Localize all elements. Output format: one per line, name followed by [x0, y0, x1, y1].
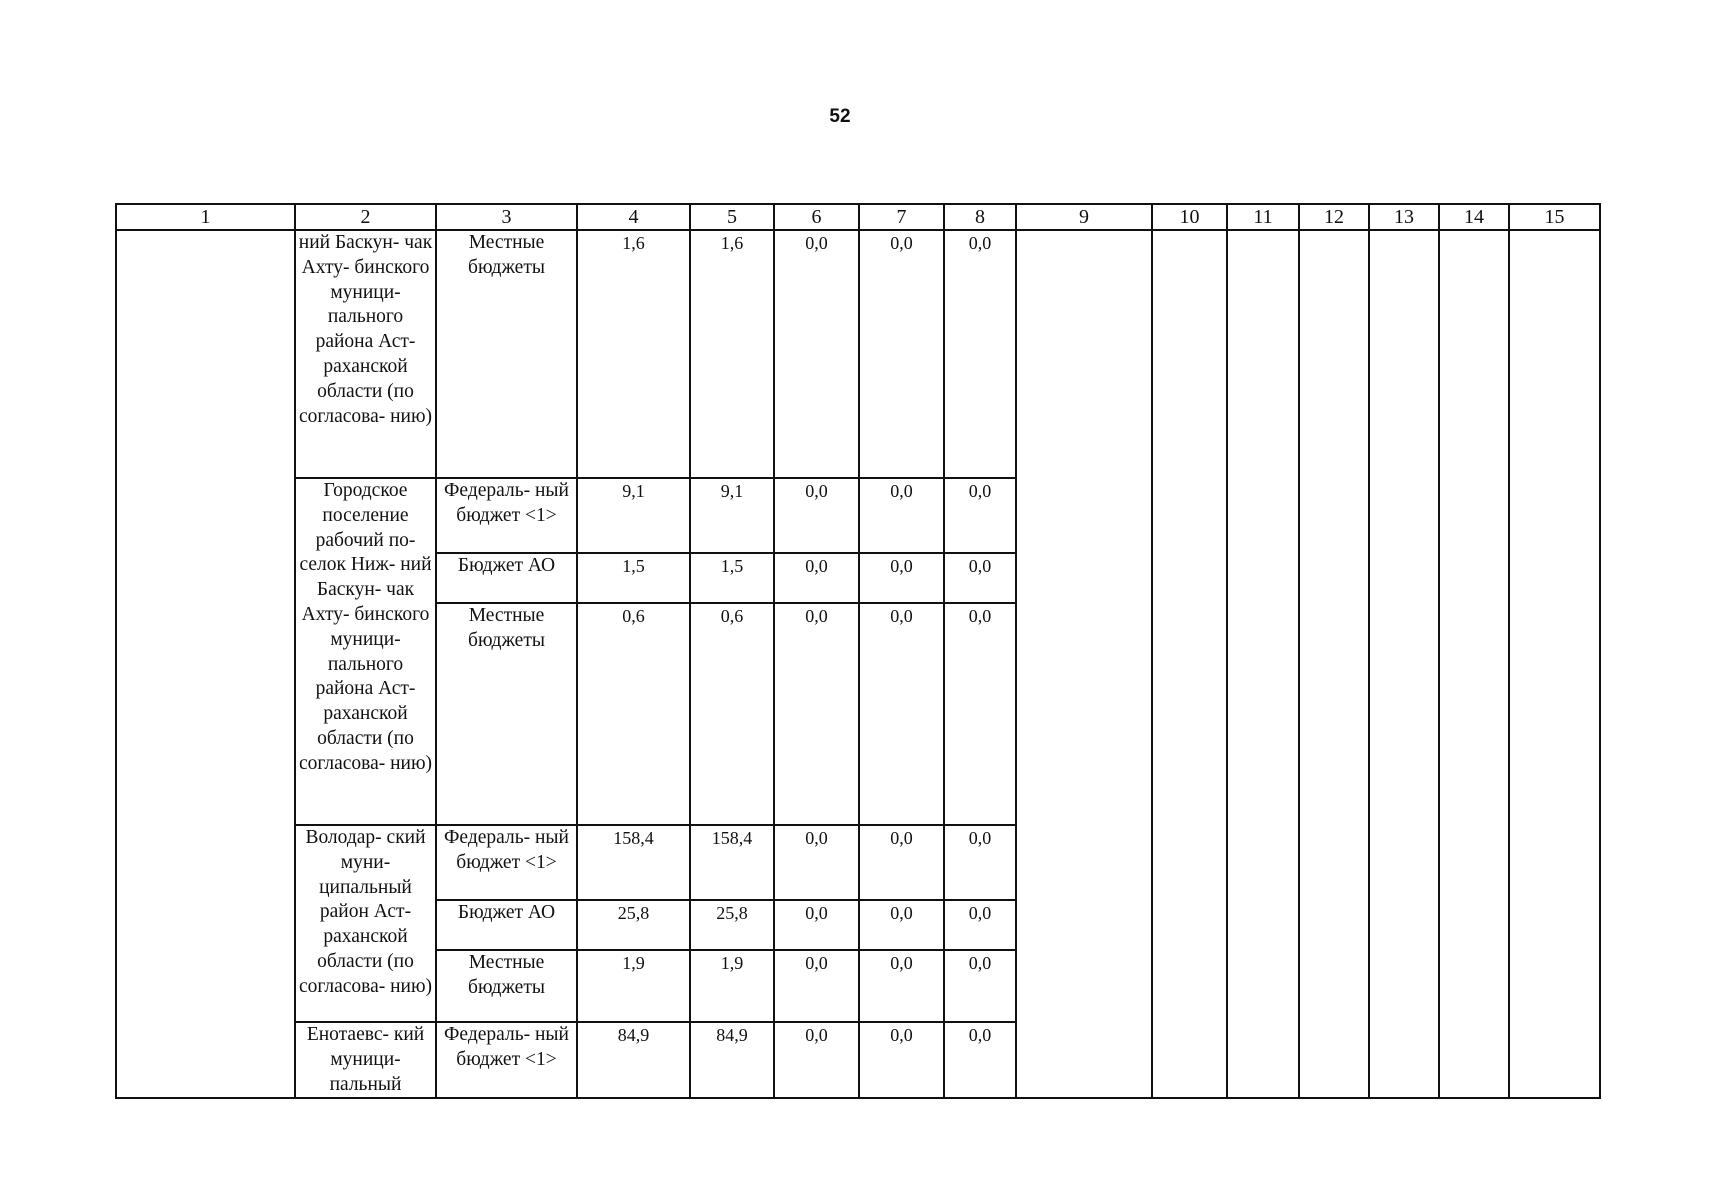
- value-cell: 0,0: [944, 950, 1016, 1022]
- header-cell: 14: [1439, 204, 1509, 230]
- header-cell: 1: [116, 204, 295, 230]
- header-cell: 9: [1016, 204, 1152, 230]
- value-cell: 0,0: [774, 230, 859, 478]
- header-cell: 12: [1299, 204, 1369, 230]
- budget-source: Местные бюджеты: [436, 603, 577, 825]
- value-cell: 0,0: [774, 950, 859, 1022]
- value-cell: 25,8: [577, 900, 690, 950]
- value-cell: 0,0: [774, 478, 859, 553]
- value-cell: 0,0: [859, 230, 944, 478]
- budget-source: Федераль- ный бюджет <1>: [436, 478, 577, 553]
- value-cell: 0,6: [690, 603, 774, 825]
- header-cell: 11: [1227, 204, 1299, 230]
- budget-source: Федераль- ный бюджет <1>: [436, 825, 577, 900]
- empty-column-14-cell: [1439, 230, 1509, 1098]
- value-cell: 84,9: [577, 1022, 690, 1098]
- value-cell: 0,0: [859, 900, 944, 950]
- empty-column-13-cell: [1369, 230, 1439, 1098]
- header-cell: 7: [859, 204, 944, 230]
- value-cell: 0,0: [774, 603, 859, 825]
- budget-source: Бюджет АО: [436, 900, 577, 950]
- value-cell: 84,9: [690, 1022, 774, 1098]
- value-cell: 0,0: [944, 553, 1016, 603]
- page-number: 52: [829, 106, 851, 127]
- empty-column-10-cell: [1152, 230, 1227, 1098]
- budget-source: Местные бюджеты: [436, 950, 577, 1022]
- header-cell: 2: [295, 204, 436, 230]
- value-cell: 0,0: [944, 230, 1016, 478]
- value-cell: 158,4: [577, 825, 690, 900]
- municipality-name: Городское поселение рабочий по- селок Ниж- ний Баскун- чак Ахту- бинского муници- пального района Аст- раханской области (по согласова- нию): [295, 478, 436, 825]
- value-cell: 25,8: [690, 900, 774, 950]
- value-cell: 0,0: [774, 825, 859, 900]
- municipality-name: Енотаевс- кий муници- пальный: [295, 1022, 436, 1098]
- budget-source: Бюджет АО: [436, 553, 577, 603]
- value-cell: 1,6: [690, 230, 774, 478]
- empty-column-12-cell: [1299, 230, 1369, 1098]
- empty-column-11-cell: [1227, 230, 1299, 1098]
- budget-source: Федераль- ный бюджет <1>: [436, 1022, 577, 1098]
- header-cell: 13: [1369, 204, 1439, 230]
- header-cell: 10: [1152, 204, 1227, 230]
- budget-source: Местные бюджеты: [436, 230, 577, 478]
- value-cell: 9,1: [577, 478, 690, 553]
- value-cell: 158,4: [690, 825, 774, 900]
- header-cell: 5: [690, 204, 774, 230]
- value-cell: 0,0: [944, 1022, 1016, 1098]
- value-cell: 0,0: [859, 478, 944, 553]
- header-cell: 3: [436, 204, 577, 230]
- value-cell: 0,0: [944, 825, 1016, 900]
- budget-table: [115, 203, 1601, 1099]
- value-cell: 1,5: [690, 553, 774, 603]
- header-cell: 8: [944, 204, 1016, 230]
- header-row: [116, 204, 1600, 230]
- table-row: [116, 230, 1600, 478]
- header-cell: 4: [577, 204, 690, 230]
- value-cell: 0,0: [774, 1022, 859, 1098]
- value-cell: 0,0: [859, 825, 944, 900]
- value-cell: 0,6: [577, 603, 690, 825]
- header-cell: 6: [774, 204, 859, 230]
- value-cell: 0,0: [944, 900, 1016, 950]
- header-cell: 15: [1509, 204, 1600, 230]
- value-cell: 1,9: [577, 950, 690, 1022]
- value-cell: 0,0: [859, 553, 944, 603]
- value-cell: 0,0: [774, 553, 859, 603]
- value-cell: 0,0: [859, 1022, 944, 1098]
- municipality-name: Володар- ский муни- ципальный район Аст- раханской области (по согласова- нию): [295, 825, 436, 1022]
- value-cell: 0,0: [944, 478, 1016, 553]
- municipality-name: ний Баскун- чак Ахту- бинского муници- пального района Аст- раханской области (по согласова- нию): [295, 230, 436, 478]
- empty-column-1-cell: [116, 230, 295, 1098]
- value-cell: 0,0: [859, 603, 944, 825]
- value-cell: 1,9: [690, 950, 774, 1022]
- value-cell: 0,0: [944, 603, 1016, 825]
- value-cell: 1,6: [577, 230, 690, 478]
- value-cell: 9,1: [690, 478, 774, 553]
- value-cell: 1,5: [577, 553, 690, 603]
- value-cell: 0,0: [859, 950, 944, 1022]
- empty-column-9-cell: [1016, 230, 1152, 1098]
- value-cell: 0,0: [774, 900, 859, 950]
- empty-column-15-cell: [1509, 230, 1600, 1098]
